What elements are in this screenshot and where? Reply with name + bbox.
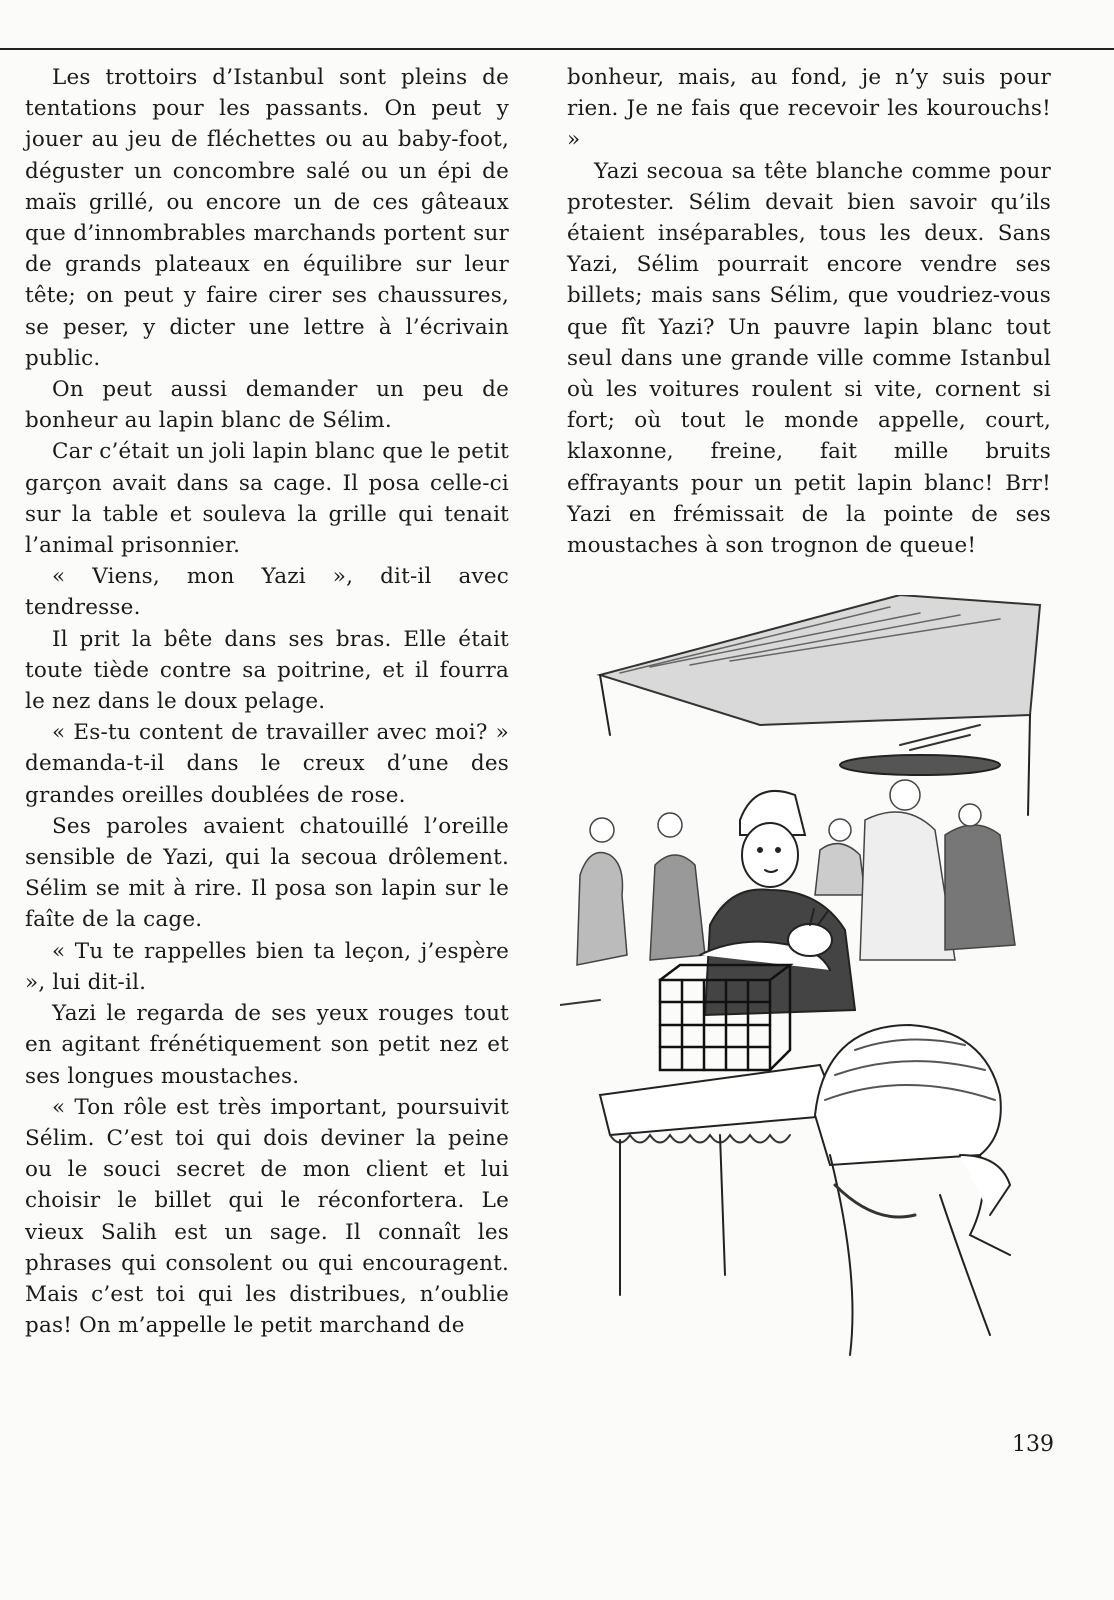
left-text-column [25,62,509,1341]
paragraph: « Es-tu content de travailler avec moi? » demanda-t-il dans le creux d’une des grandes oreilles doublées de rose. [25,720,509,808]
paragraph: « Tu te rappelles bien ta leçon, j’espère », lui dit-il. [25,938,509,995]
right-text-column [567,62,1051,561]
paragraph: Il prit la bête dans ses bras. Elle était toute tiède contre sa poitrine, et il fourra le nez dans le doux pelage. [25,626,509,715]
paragraph: Ses paroles avaient chatouillé l’oreille sensible de Yazi, qui la secoua drôlement. Sélim se mit à rire. Il posa son lapin sur le faîte de la cage. [25,813,509,933]
paragraph: « Viens, mon Yazi », dit-il avec tendresse. [25,564,509,621]
paragraph: « Ton rôle est très important, poursuivit Sélim. C’est toi qui dois deviner la peine ou le souci secret de mon client et lui choisir le billet qui le réconfortera. Le vieux Salih est un sage. Il connaît les phrases qui consolent ou qui encouragent. Mais c’est toi qui les distribues, n’oublie pas! On m’appelle le petit marchand de [25,1094,509,1339]
paragraph: Car c’était un joli lapin blanc que le petit garçon avait dans sa cage. Il posa celle-ci sur la table et souleva la grille qui tenait l’animal prisonnier. [25,439,509,559]
paragraph: Les trottoirs d’Istanbul sont pleins de tentations pour les passants. On peut y jouer au jeu de fléchettes ou au baby-foot, déguster un concombre salé ou un épi de maïs grillé, ou encore un de ces gâteaux que d’innombrables marchands portent sur de grands plateaux en équilibre sur leur tête; on peut y faire cirer ses chaussures, se peser, y dicter une lettre à l’écrivain public. [25,65,509,371]
paragraph: Yazi le regarda de ses yeux rouges tout en agitant frénétiquement son petit nez et ses longues moustaches. [25,1001,509,1089]
market-scene-illustration [560,595,1064,1365]
paragraph: On peut aussi demander un peu de bonheur au lapin blanc de Sélim. [25,377,509,434]
paragraph: Yazi secoua sa tête blanche comme pour protester. Sélim devait bien savoir qu’ils étaient inséparables, tous les deux. Sans Yazi, Sélim pourrait encore vendre ses billets; mais sans Sélim, que voudriez-vous que fît Yazi? Un pauvre lapin blanc tout seul dans une grande ville comme Istanbul où les voitures roulent si vite, cornent si fort; où tout le monde appelle, court, klaxonne, freine, fait mille bruits effrayants pour un petit lapin blanc! Brr! Yazi en frémissait de la pointe de ses moustaches à son trognon de queue! [567,158,1051,559]
page-number: 139 [1012,1432,1054,1457]
top-rule [0,48,1114,50]
paragraph-continued: bonheur, mais, au fond, je n’y suis pour rien. Je ne fais que recevoir les kourouchs! » [567,65,1051,153]
